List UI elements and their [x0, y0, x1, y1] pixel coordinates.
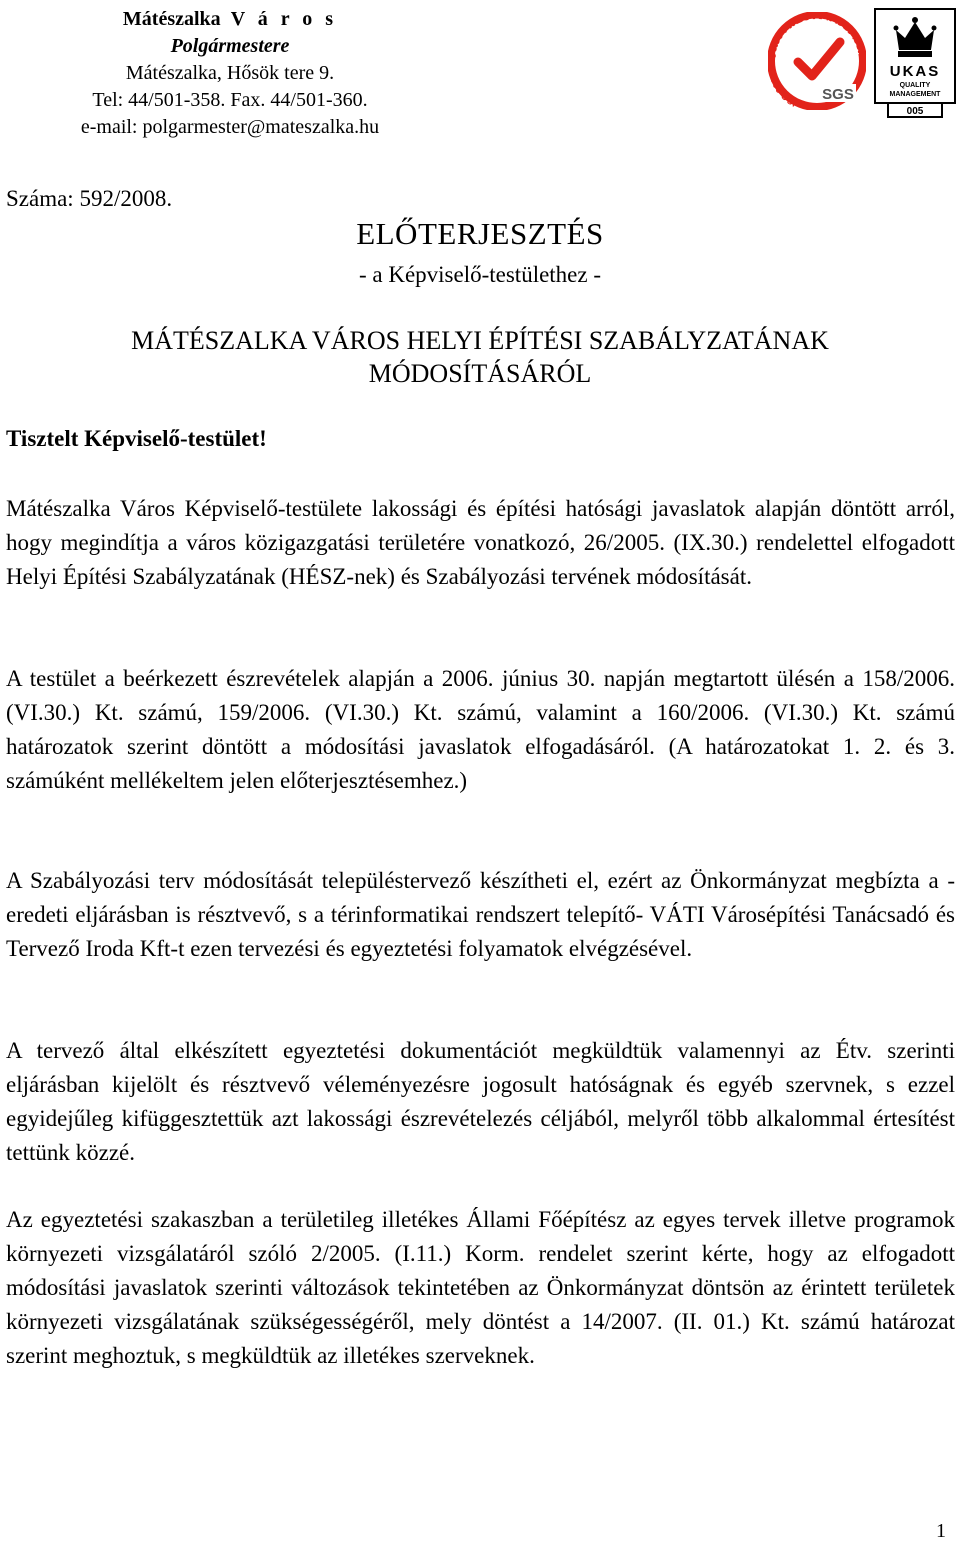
- subject-line-2: MÓDOSÍTÁSÁRÓL: [368, 359, 592, 388]
- document-title: ELŐTERJESZTÉS: [356, 216, 604, 251]
- city-name-second: V á r o s: [230, 8, 338, 30]
- document-subject: [0, 324, 960, 390]
- body-paragraph-3: A Szabályozási terv módosítását településtervező készítheti el, ezért az Önkormányzat megbízta a - eredeti eljárásban is résztvevő, s a térinformatikai rendszert telepítő- VÁTI Városépítési Tanácsadó és Tervező Iroda Kft-t ezen tervezési és egyeztetési folyamatok elvégzésével.: [6, 868, 955, 961]
- sgs-arc-text: SYSTEM CERTIFICATION: [773, 16, 861, 57]
- salutation: Tisztelt Képviselő-testület!: [6, 426, 267, 451]
- ukas-badge-icon: [874, 8, 956, 118]
- city-name-first: Mátészalka: [122, 8, 221, 30]
- phone-fax: Tel: 44/501-358. Fax. 44/501-360.: [92, 89, 368, 111]
- email: e-mail: polgarmester@mateszalka.hu: [80, 116, 380, 138]
- ukas-quality-logo: [874, 8, 956, 118]
- checkmark-icon: [798, 42, 840, 76]
- office-title: Polgármestere: [170, 35, 290, 57]
- sgs-brand-text: SGS: [822, 86, 854, 103]
- body-paragraph-1: Mátészalka Város Képviselő-testülete lakossági és építési hatósági javaslatok alapján döntött arról, hogy megindítja a város közigazgatási területére vonatkozó, 26/2005. (IX.30.) rendelettel elfogadott Helyi Építési Szabályzatának (HÉSZ-nek) és Szabályozási tervének módosítását.: [6, 496, 955, 589]
- ukas-line1: QUALITY: [899, 82, 931, 89]
- subject-line-1: MÁTÉSZALKA VÁROS HELYI ÉPÍTÉSI SZABÁLYZATÁNAK: [131, 326, 829, 355]
- sgs-certification-logo: [768, 12, 866, 110]
- document-subtitle: - a Képviselő-testülethez -: [358, 262, 602, 287]
- ukas-line2: MANAGEMENT: [889, 91, 941, 98]
- address: Mátészalka, Hősök tere 9.: [125, 62, 335, 84]
- document-number: Száma: 592/2008.: [6, 186, 173, 211]
- city-name: [0, 6, 460, 33]
- body-paragraph-2: A testület a beérkezett észrevételek alapján a 2006. június 30. napján megtartott ülésén a 158/2006. (VI.30.) Kt. számú, 159/2006. (VI.30.) Kt. számú, valamint a 160/2006. (VI.30.) Kt. számú határozatok szerint döntött a módosítási javaslatok elfogadásáról. (A határozatokat 1. 2. és 3. számúként mellékeltem jelen előterjesztésemhez.): [6, 666, 955, 793]
- body-paragraph-4: A tervező által elkészített egyeztetési dokumentációt megküldtük valamennyi az Étv. szerinti eljárásban kijelölt és résztvevő véleményezésre jogosult hatóságnak és egyéb szervnek, s ezzel egyidejűleg kifüggesztettük azt lakossági észrevételezés céljából, melyről több alkalommal értesítést tettünk közzé.: [6, 1038, 955, 1165]
- ukas-name: UKAS: [889, 63, 941, 80]
- ukas-number: 005: [906, 106, 924, 117]
- letterhead: [0, 6, 460, 141]
- body-paragraph-5: Az egyeztetési szakaszban a területileg illetékes Állami Főépítész az egyes tervek illetve programok környezeti vizsgálatáról szóló 2/2005. (I.11.) Korm. rendelet szerint kérte, hogy az elfogadott módosítási javaslatok szerinti változások tekintetében az Önkormányzat döntsön az érintett területek környezeti vizsgálatának szükségességéről, mely döntést a 14/2007. (II. 01.) Kt. számú határozat szerint meghoztuk, s megküldtük az illetékes szerveknek.: [6, 1207, 955, 1368]
- sgs-seal-icon: [768, 12, 866, 110]
- page-number: 1: [936, 1520, 946, 1542]
- sgs-iso-text: ISO 9001 0: [768, 52, 798, 109]
